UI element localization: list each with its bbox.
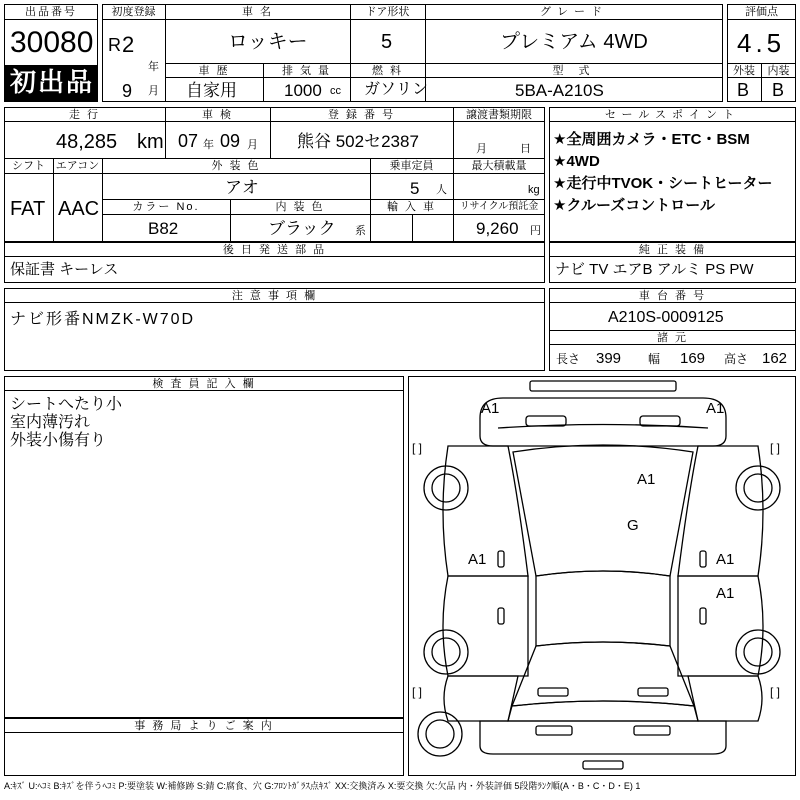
- car-diagram: [408, 376, 796, 776]
- mileage-label: 走 行: [68, 109, 101, 121]
- recycle-label: リサイクル預託金: [459, 201, 539, 212]
- sales-point: ★クルーズコントロール: [553, 197, 715, 214]
- displacement: 1000: [284, 81, 322, 100]
- color-no: B82: [148, 219, 179, 238]
- bracket-right-bottom: [ ]: [770, 685, 781, 699]
- damage-mark-hood: A1: [637, 471, 656, 488]
- history: 自家用: [186, 81, 237, 100]
- mileage-unit: km: [137, 131, 164, 153]
- inspection-year: 07: [178, 131, 199, 151]
- reg-year: 2: [122, 32, 135, 57]
- damage-mark-roof: G: [627, 517, 639, 534]
- int-color-label: 内 装 色: [275, 201, 325, 213]
- int-color-unit: 系: [355, 225, 366, 237]
- model-label: 型 式: [552, 65, 596, 77]
- ac: AAC: [58, 198, 100, 220]
- damage-mark-right-door-front: A1: [716, 551, 735, 568]
- history-label: 車 歴: [198, 65, 230, 77]
- max-load-label: 最大積載量: [471, 160, 527, 172]
- car-name: ロッキー: [228, 31, 308, 53]
- score: 4.5: [737, 28, 786, 58]
- transfer-month: 月: [476, 143, 487, 155]
- chassis: A210S-0009125: [608, 309, 724, 326]
- genuine-label: 純 正 装 備: [638, 244, 707, 256]
- bracket-right-top: [ ]: [770, 441, 781, 455]
- later-parts: 保証書 キーレス: [10, 261, 119, 278]
- damage-mark-left-door: A1: [468, 551, 487, 568]
- displacement-unit: cc: [330, 85, 341, 97]
- inspection-month-unit: 月: [247, 139, 258, 151]
- first-listing-text: 初出品: [10, 67, 95, 97]
- doors: 5: [381, 31, 393, 53]
- transfer-label: 譲渡書類期限: [466, 109, 532, 121]
- ext-grade: B: [737, 80, 750, 100]
- inspector-line: 室内薄汚れ: [10, 414, 91, 431]
- shift-label: シフト: [12, 160, 45, 172]
- length-label: 長さ: [556, 352, 581, 366]
- first-reg-label: 初度登録: [111, 6, 156, 18]
- height-label: 高さ: [724, 352, 749, 366]
- ext-color: アオ: [225, 178, 259, 197]
- lot-number-label: 出品番号: [25, 6, 77, 18]
- mileage: 48,285: [56, 131, 118, 153]
- recycle-unit: 円: [530, 225, 541, 237]
- model: 5BA-A210S: [515, 81, 604, 100]
- inspector-line: 外装小傷有り: [10, 432, 107, 449]
- inspection-label: 車 検: [201, 109, 234, 121]
- car-name-label: 車 名: [241, 6, 274, 18]
- max-load-unit: kg: [528, 184, 540, 196]
- reg-no: 熊谷 502セ2387: [297, 132, 419, 151]
- fuel-label: 燃 料: [371, 65, 404, 77]
- recycle: 9,260: [476, 219, 519, 238]
- sales-point: ★4WD: [553, 153, 600, 170]
- lot-number: 30080: [10, 26, 94, 59]
- chassis-label: 車 台 番 号: [638, 290, 707, 302]
- sales-point: ★走行中TVOK・シートヒーター: [553, 175, 773, 192]
- transfer-day: 日: [520, 143, 531, 155]
- month-unit: 月: [148, 85, 159, 97]
- bracket-left-bottom: [ ]: [412, 685, 423, 699]
- length: 399: [596, 350, 622, 367]
- color-no-label: カラー No.: [132, 201, 200, 213]
- later-parts-label: 後 日 発 送 部 品: [222, 244, 327, 256]
- int-color: ブラック: [268, 219, 336, 238]
- import-label: 輸 入 車: [386, 201, 437, 213]
- int-grade: B: [772, 80, 785, 100]
- ac-label: エアコン: [55, 160, 100, 172]
- doors-label: ドア形状: [365, 6, 410, 18]
- height: 162: [762, 350, 788, 367]
- year-unit: 年: [148, 61, 159, 73]
- capacity-unit: 人: [436, 184, 447, 196]
- sales-point: ★全周囲カメラ・ETC・BSM: [553, 131, 750, 148]
- era: R: [108, 35, 121, 55]
- shift: FAT: [10, 198, 46, 220]
- sales-points-label: セールスポイント: [604, 109, 740, 121]
- genuine: ナビ TV エアB アルミ PS PW: [555, 261, 754, 278]
- notes: ナビ形番NMZK-W70D: [10, 311, 196, 328]
- inspection-month: 09: [220, 131, 241, 151]
- damage-mark-front-right: A1: [706, 400, 725, 417]
- width: 169: [680, 350, 706, 367]
- specs-label: 諸 元: [656, 332, 689, 344]
- notes-label: 注 意 事 項 欄: [231, 290, 318, 302]
- legend: A:ｷｽﾞ U:ﾍｺﾐ B:ｷｽﾞを伴うﾍｺﾐ P:要塗装 W:補修跡 S:錆 C:腐食、穴 G:ﾌﾛﾝﾄｶﾞﾗｽ点ｷｽﾞ XX:交換済み X:要交換 欠:欠品 内・外装評価 5段階ﾗﾝｸ順(A・B・C・D・E) 1: [4, 781, 641, 791]
- displacement-label: 排 気 量: [281, 65, 332, 77]
- reg-month: 9: [122, 81, 133, 101]
- ext-color-label: 外 装 色: [211, 160, 261, 172]
- grade: プレミアム 4WD: [500, 31, 648, 53]
- ext-grade-label: 外装: [733, 65, 755, 77]
- capacity-label: 乗車定員: [389, 160, 434, 172]
- inspector-line: シートへたり小: [10, 396, 123, 413]
- damage-mark-front-left: A1: [481, 400, 500, 417]
- office-label: 事 務 局 よ り ご 案 内: [134, 720, 274, 732]
- damage-mark-right-door-rear: A1: [716, 585, 735, 602]
- int-grade-label: 内装: [767, 65, 790, 77]
- grade-label: グレード: [540, 6, 608, 18]
- score-label: 評価点: [745, 6, 778, 18]
- reg-no-label: 登 録 番 号: [327, 109, 396, 121]
- fuel: ガソリン: [364, 81, 429, 98]
- capacity: 5: [410, 179, 420, 198]
- inspector-label: 検 査 員 記 入 欄: [152, 378, 256, 390]
- bracket-left-top: [ ]: [412, 441, 423, 455]
- width-label: 幅: [648, 352, 661, 366]
- inspection-year-unit: 年: [203, 139, 214, 151]
